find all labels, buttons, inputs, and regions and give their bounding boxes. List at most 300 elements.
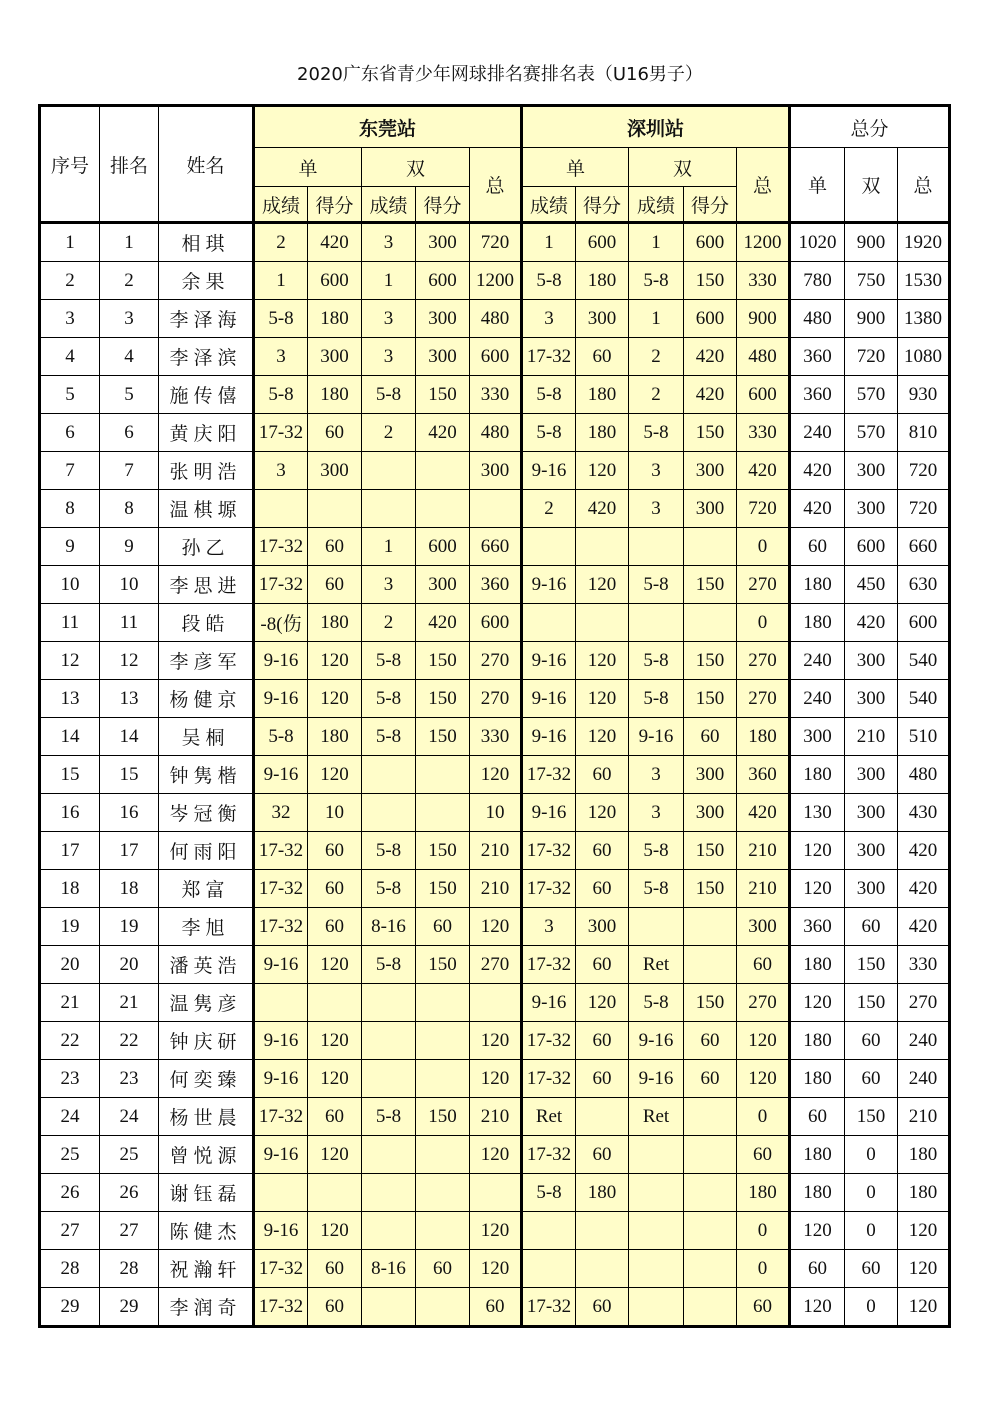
cell-total-singles: 420 bbox=[790, 452, 845, 490]
cell-shenzhen-doubles-result bbox=[629, 528, 684, 566]
cell-shenzhen-total: 0 bbox=[737, 528, 790, 566]
cell-shenzhen-total: 600 bbox=[737, 376, 790, 414]
cell-player-name: 郑富 bbox=[159, 870, 254, 908]
cell-dongguan-doubles-score bbox=[416, 452, 470, 490]
table-row bbox=[40, 1250, 950, 1288]
table-row bbox=[40, 604, 950, 642]
cell-seq: 1 bbox=[40, 223, 100, 262]
cell-shenzhen-singles-score: 60 bbox=[576, 1022, 629, 1060]
cell-rank: 27 bbox=[100, 1212, 159, 1250]
cell-shenzhen-doubles-result: Ret bbox=[629, 946, 684, 984]
cell-total-singles: 180 bbox=[790, 1174, 845, 1212]
cell-shenzhen-doubles-score: 300 bbox=[684, 794, 737, 832]
cell-dongguan-singles-result: 1 bbox=[254, 262, 308, 300]
cell-seq: 8 bbox=[40, 490, 100, 528]
cell-total-singles: 60 bbox=[790, 1250, 845, 1288]
header-name: 姓名 bbox=[159, 106, 254, 223]
cell-total-singles: 180 bbox=[790, 1060, 845, 1098]
cell-shenzhen-singles-score: 600 bbox=[576, 223, 629, 262]
cell-total-doubles: 600 bbox=[845, 528, 898, 566]
cell-shenzhen-singles-result: Ret bbox=[522, 1098, 576, 1136]
cell-dongguan-singles-result bbox=[254, 984, 308, 1022]
cell-dongguan-doubles-score: 60 bbox=[416, 1250, 470, 1288]
cell-total-singles: 130 bbox=[790, 794, 845, 832]
cell-dongguan-singles-result: 9-16 bbox=[254, 1212, 308, 1250]
cell-total-doubles: 60 bbox=[845, 908, 898, 946]
cell-rank: 2 bbox=[100, 262, 159, 300]
cell-dongguan-doubles-score bbox=[416, 1212, 470, 1250]
cell-dongguan-doubles-score: 60 bbox=[416, 908, 470, 946]
table-row bbox=[40, 1098, 950, 1136]
cell-player-name: 温隽彦 bbox=[159, 984, 254, 1022]
cell-shenzhen-doubles-result: 5-8 bbox=[629, 566, 684, 604]
cell-shenzhen-doubles-result: Ret bbox=[629, 1098, 684, 1136]
cell-dongguan-total: 270 bbox=[470, 946, 522, 984]
cell-total-singles: 180 bbox=[790, 946, 845, 984]
cell-total-singles: 180 bbox=[790, 1022, 845, 1060]
table-row bbox=[40, 262, 950, 300]
cell-seq: 19 bbox=[40, 908, 100, 946]
cell-shenzhen-doubles-score: 150 bbox=[684, 870, 737, 908]
cell-shenzhen-doubles-result: 5-8 bbox=[629, 262, 684, 300]
cell-dongguan-doubles-result: 5-8 bbox=[362, 680, 416, 718]
header-station-dongguan: 东莞站 bbox=[254, 106, 522, 148]
cell-dongguan-total: 600 bbox=[470, 338, 522, 376]
cell-shenzhen-singles-score: 60 bbox=[576, 870, 629, 908]
cell-player-name: 谢钰磊 bbox=[159, 1174, 254, 1212]
cell-dongguan-doubles-result bbox=[362, 1136, 416, 1174]
table-row bbox=[40, 414, 950, 452]
cell-shenzhen-singles-result: 17-32 bbox=[522, 756, 576, 794]
header-total-group: 总分 bbox=[790, 106, 950, 148]
cell-total-total: 120 bbox=[898, 1250, 950, 1288]
cell-dongguan-singles-result: 17-32 bbox=[254, 908, 308, 946]
cell-shenzhen-total: 0 bbox=[737, 604, 790, 642]
cell-dongguan-singles-score: 300 bbox=[308, 452, 362, 490]
cell-total-doubles: 300 bbox=[845, 794, 898, 832]
cell-player-name: 相琪 bbox=[159, 223, 254, 262]
cell-total-doubles: 900 bbox=[845, 300, 898, 338]
cell-shenzhen-total: 60 bbox=[737, 1136, 790, 1174]
cell-total-doubles: 300 bbox=[845, 680, 898, 718]
cell-dongguan-singles-result: 17-32 bbox=[254, 414, 308, 452]
cell-dongguan-singles-score: 60 bbox=[308, 908, 362, 946]
cell-player-name: 杨世晨 bbox=[159, 1098, 254, 1136]
cell-shenzhen-total: 180 bbox=[737, 718, 790, 756]
cell-shenzhen-total: 270 bbox=[737, 680, 790, 718]
cell-player-name: 吴桐 bbox=[159, 718, 254, 756]
cell-dongguan-total bbox=[470, 1174, 522, 1212]
header-shenzhen-doubles-result: 成绩 bbox=[629, 187, 684, 223]
cell-shenzhen-doubles-result bbox=[629, 1174, 684, 1212]
cell-dongguan-total: 600 bbox=[470, 604, 522, 642]
cell-dongguan-singles-result: 9-16 bbox=[254, 680, 308, 718]
table-row bbox=[40, 946, 950, 984]
cell-dongguan-doubles-result: 3 bbox=[362, 338, 416, 376]
cell-rank: 26 bbox=[100, 1174, 159, 1212]
cell-seq: 12 bbox=[40, 642, 100, 680]
cell-shenzhen-doubles-result: 1 bbox=[629, 300, 684, 338]
cell-rank: 17 bbox=[100, 832, 159, 870]
cell-shenzhen-singles-result: 5-8 bbox=[522, 376, 576, 414]
cell-dongguan-singles-result: 17-32 bbox=[254, 528, 308, 566]
cell-total-doubles: 60 bbox=[845, 1022, 898, 1060]
cell-rank: 21 bbox=[100, 984, 159, 1022]
header-station-shenzhen: 深圳站 bbox=[522, 106, 790, 148]
cell-dongguan-singles-score: 60 bbox=[308, 414, 362, 452]
cell-player-name: 陈健杰 bbox=[159, 1212, 254, 1250]
cell-shenzhen-total: 330 bbox=[737, 414, 790, 452]
table-row bbox=[40, 1060, 950, 1098]
cell-player-name: 黄庆阳 bbox=[159, 414, 254, 452]
cell-seq: 11 bbox=[40, 604, 100, 642]
cell-total-total: 810 bbox=[898, 414, 950, 452]
cell-dongguan-total: 210 bbox=[470, 832, 522, 870]
cell-dongguan-total: 480 bbox=[470, 414, 522, 452]
cell-shenzhen-singles-result: 17-32 bbox=[522, 1022, 576, 1060]
header-shenzhen-singles-result: 成绩 bbox=[522, 187, 576, 223]
header-dongguan-doubles: 双 bbox=[362, 148, 470, 187]
header-dongguan-doubles-result: 成绩 bbox=[362, 187, 416, 223]
cell-total-singles: 420 bbox=[790, 490, 845, 528]
header-total-total: 总 bbox=[898, 148, 950, 223]
cell-dongguan-total: 270 bbox=[470, 642, 522, 680]
cell-shenzhen-doubles-score: 60 bbox=[684, 1060, 737, 1098]
cell-shenzhen-singles-score: 180 bbox=[576, 376, 629, 414]
cell-dongguan-doubles-score: 420 bbox=[416, 414, 470, 452]
cell-dongguan-doubles-result bbox=[362, 1288, 416, 1327]
cell-shenzhen-doubles-result bbox=[629, 1136, 684, 1174]
cell-dongguan-doubles-score bbox=[416, 1288, 470, 1327]
cell-dongguan-doubles-score: 600 bbox=[416, 262, 470, 300]
cell-shenzhen-doubles-result: 3 bbox=[629, 756, 684, 794]
cell-player-name: 段皓 bbox=[159, 604, 254, 642]
cell-shenzhen-singles-result: 17-32 bbox=[522, 870, 576, 908]
cell-dongguan-singles-score bbox=[308, 984, 362, 1022]
cell-shenzhen-doubles-result: 9-16 bbox=[629, 1060, 684, 1098]
cell-dongguan-total: 120 bbox=[470, 908, 522, 946]
cell-player-name: 李彦军 bbox=[159, 642, 254, 680]
cell-shenzhen-singles-result: 9-16 bbox=[522, 642, 576, 680]
cell-dongguan-doubles-score: 150 bbox=[416, 946, 470, 984]
cell-seq: 26 bbox=[40, 1174, 100, 1212]
cell-total-total: 330 bbox=[898, 946, 950, 984]
cell-shenzhen-total: 120 bbox=[737, 1022, 790, 1060]
cell-shenzhen-singles-score bbox=[576, 1250, 629, 1288]
cell-dongguan-total: 120 bbox=[470, 1212, 522, 1250]
cell-rank: 4 bbox=[100, 338, 159, 376]
cell-rank: 29 bbox=[100, 1288, 159, 1327]
cell-shenzhen-total: 300 bbox=[737, 908, 790, 946]
cell-player-name: 岑冠衡 bbox=[159, 794, 254, 832]
table-row bbox=[40, 338, 950, 376]
cell-shenzhen-doubles-score: 150 bbox=[684, 832, 737, 870]
cell-total-doubles: 450 bbox=[845, 566, 898, 604]
cell-shenzhen-doubles-score: 150 bbox=[684, 642, 737, 680]
header-dongguan-singles: 单 bbox=[254, 148, 362, 187]
cell-shenzhen-doubles-result: 9-16 bbox=[629, 1022, 684, 1060]
cell-shenzhen-singles-result: 5-8 bbox=[522, 414, 576, 452]
cell-seq: 23 bbox=[40, 1060, 100, 1098]
cell-dongguan-doubles-score: 150 bbox=[416, 680, 470, 718]
header-seq: 序号 bbox=[40, 106, 100, 223]
cell-dongguan-singles-score: 60 bbox=[308, 1098, 362, 1136]
page-title: 2020广东省青少年网球排名赛排名表（U16男子） bbox=[297, 64, 703, 85]
cell-shenzhen-singles-score bbox=[576, 528, 629, 566]
table-row bbox=[40, 1136, 950, 1174]
cell-total-singles: 240 bbox=[790, 414, 845, 452]
cell-dongguan-total: 300 bbox=[470, 452, 522, 490]
cell-player-name: 何奕臻 bbox=[159, 1060, 254, 1098]
cell-dongguan-singles-score: 180 bbox=[308, 718, 362, 756]
cell-shenzhen-singles-score: 180 bbox=[576, 262, 629, 300]
cell-rank: 6 bbox=[100, 414, 159, 452]
cell-dongguan-singles-result: 9-16 bbox=[254, 1060, 308, 1098]
cell-total-total: 1380 bbox=[898, 300, 950, 338]
cell-rank: 1 bbox=[100, 223, 159, 262]
cell-seq: 16 bbox=[40, 794, 100, 832]
cell-player-name: 何雨阳 bbox=[159, 832, 254, 870]
cell-dongguan-doubles-score: 150 bbox=[416, 642, 470, 680]
cell-dongguan-singles-result: 17-32 bbox=[254, 1250, 308, 1288]
cell-shenzhen-total: 360 bbox=[737, 756, 790, 794]
cell-shenzhen-total: 420 bbox=[737, 452, 790, 490]
cell-shenzhen-doubles-score: 60 bbox=[684, 1022, 737, 1060]
cell-player-name: 李旭 bbox=[159, 908, 254, 946]
cell-shenzhen-singles-result: 5-8 bbox=[522, 1174, 576, 1212]
cell-total-total: 120 bbox=[898, 1212, 950, 1250]
cell-total-doubles: 300 bbox=[845, 870, 898, 908]
cell-dongguan-doubles-score: 300 bbox=[416, 300, 470, 338]
cell-total-singles: 780 bbox=[790, 262, 845, 300]
table-body bbox=[40, 223, 950, 1327]
header-dongguan-singles-result: 成绩 bbox=[254, 187, 308, 223]
cell-shenzhen-doubles-result: 3 bbox=[629, 794, 684, 832]
cell-total-singles: 60 bbox=[790, 528, 845, 566]
cell-dongguan-singles-score: 10 bbox=[308, 794, 362, 832]
cell-rank: 15 bbox=[100, 756, 159, 794]
cell-rank: 13 bbox=[100, 680, 159, 718]
cell-dongguan-singles-result: 32 bbox=[254, 794, 308, 832]
cell-shenzhen-singles-score: 120 bbox=[576, 452, 629, 490]
cell-seq: 18 bbox=[40, 870, 100, 908]
cell-dongguan-doubles-score: 300 bbox=[416, 566, 470, 604]
cell-shenzhen-singles-score: 120 bbox=[576, 680, 629, 718]
cell-dongguan-doubles-result: 1 bbox=[362, 262, 416, 300]
cell-total-singles: 120 bbox=[790, 1212, 845, 1250]
cell-dongguan-singles-result: 9-16 bbox=[254, 756, 308, 794]
cell-shenzhen-total: 60 bbox=[737, 946, 790, 984]
cell-shenzhen-doubles-score: 420 bbox=[684, 338, 737, 376]
cell-dongguan-doubles-score: 300 bbox=[416, 223, 470, 262]
cell-dongguan-doubles-result bbox=[362, 452, 416, 490]
cell-dongguan-total: 10 bbox=[470, 794, 522, 832]
cell-dongguan-total bbox=[470, 490, 522, 528]
cell-player-name: 张明浩 bbox=[159, 452, 254, 490]
cell-rank: 9 bbox=[100, 528, 159, 566]
cell-dongguan-singles-score: 300 bbox=[308, 338, 362, 376]
cell-seq: 9 bbox=[40, 528, 100, 566]
cell-shenzhen-total: 0 bbox=[737, 1098, 790, 1136]
cell-dongguan-doubles-score bbox=[416, 1136, 470, 1174]
cell-dongguan-doubles-score bbox=[416, 1174, 470, 1212]
cell-shenzhen-doubles-score: 150 bbox=[684, 680, 737, 718]
cell-player-name: 祝瀚轩 bbox=[159, 1250, 254, 1288]
cell-dongguan-singles-result: -8(伤 bbox=[254, 604, 308, 642]
table-row bbox=[40, 376, 950, 414]
cell-rank: 7 bbox=[100, 452, 159, 490]
cell-player-name: 温棋塬 bbox=[159, 490, 254, 528]
cell-shenzhen-singles-result: 17-32 bbox=[522, 338, 576, 376]
cell-player-name: 孙乙 bbox=[159, 528, 254, 566]
cell-total-doubles: 300 bbox=[845, 832, 898, 870]
cell-shenzhen-doubles-score: 300 bbox=[684, 490, 737, 528]
cell-total-doubles: 60 bbox=[845, 1250, 898, 1288]
cell-total-singles: 480 bbox=[790, 300, 845, 338]
cell-dongguan-doubles-score bbox=[416, 490, 470, 528]
cell-total-doubles: 570 bbox=[845, 376, 898, 414]
cell-shenzhen-doubles-score bbox=[684, 946, 737, 984]
cell-shenzhen-total: 270 bbox=[737, 642, 790, 680]
cell-dongguan-singles-result: 9-16 bbox=[254, 1022, 308, 1060]
cell-shenzhen-singles-score: 60 bbox=[576, 1288, 629, 1327]
cell-total-singles: 300 bbox=[790, 718, 845, 756]
cell-total-total: 660 bbox=[898, 528, 950, 566]
cell-dongguan-total: 330 bbox=[470, 718, 522, 756]
cell-dongguan-doubles-score: 150 bbox=[416, 376, 470, 414]
cell-player-name: 李润奇 bbox=[159, 1288, 254, 1327]
cell-dongguan-singles-score: 120 bbox=[308, 1212, 362, 1250]
cell-shenzhen-singles-result: 17-32 bbox=[522, 832, 576, 870]
cell-shenzhen-doubles-result bbox=[629, 1288, 684, 1327]
table-row bbox=[40, 984, 950, 1022]
cell-dongguan-doubles-score: 600 bbox=[416, 528, 470, 566]
cell-total-total: 510 bbox=[898, 718, 950, 756]
cell-shenzhen-total: 60 bbox=[737, 1288, 790, 1327]
cell-player-name: 潘英浩 bbox=[159, 946, 254, 984]
cell-shenzhen-singles-score: 180 bbox=[576, 414, 629, 452]
cell-player-name: 钟隽楷 bbox=[159, 756, 254, 794]
cell-total-doubles: 60 bbox=[845, 1060, 898, 1098]
cell-dongguan-doubles-result: 2 bbox=[362, 414, 416, 452]
cell-shenzhen-singles-score: 120 bbox=[576, 642, 629, 680]
cell-total-total: 630 bbox=[898, 566, 950, 604]
header-total-singles: 单 bbox=[790, 148, 845, 223]
cell-shenzhen-singles-result: 1 bbox=[522, 223, 576, 262]
cell-seq: 13 bbox=[40, 680, 100, 718]
cell-total-total: 1920 bbox=[898, 223, 950, 262]
cell-shenzhen-doubles-result: 5-8 bbox=[629, 984, 684, 1022]
table-header bbox=[40, 106, 950, 223]
cell-total-total: 540 bbox=[898, 680, 950, 718]
table-row bbox=[40, 832, 950, 870]
cell-dongguan-doubles-score: 150 bbox=[416, 718, 470, 756]
cell-shenzhen-doubles-result: 3 bbox=[629, 452, 684, 490]
table-row bbox=[40, 870, 950, 908]
cell-dongguan-doubles-result: 5-8 bbox=[362, 870, 416, 908]
cell-dongguan-singles-score: 600 bbox=[308, 262, 362, 300]
cell-shenzhen-doubles-score: 150 bbox=[684, 414, 737, 452]
cell-shenzhen-singles-score: 120 bbox=[576, 566, 629, 604]
cell-seq: 22 bbox=[40, 1022, 100, 1060]
cell-rank: 23 bbox=[100, 1060, 159, 1098]
cell-total-doubles: 300 bbox=[845, 452, 898, 490]
cell-seq: 4 bbox=[40, 338, 100, 376]
cell-dongguan-total: 210 bbox=[470, 870, 522, 908]
cell-player-name: 施传僖 bbox=[159, 376, 254, 414]
cell-dongguan-doubles-result: 3 bbox=[362, 566, 416, 604]
cell-total-doubles: 150 bbox=[845, 946, 898, 984]
cell-dongguan-singles-score: 420 bbox=[308, 223, 362, 262]
cell-shenzhen-total: 180 bbox=[737, 1174, 790, 1212]
cell-shenzhen-doubles-result: 5-8 bbox=[629, 832, 684, 870]
cell-total-total: 720 bbox=[898, 452, 950, 490]
cell-dongguan-total: 120 bbox=[470, 1022, 522, 1060]
cell-dongguan-singles-result bbox=[254, 1174, 308, 1212]
cell-shenzhen-singles-result: 17-32 bbox=[522, 1060, 576, 1098]
cell-total-doubles: 0 bbox=[845, 1136, 898, 1174]
cell-dongguan-doubles-result: 8-16 bbox=[362, 908, 416, 946]
cell-shenzhen-singles-score: 120 bbox=[576, 794, 629, 832]
cell-shenzhen-doubles-score bbox=[684, 1212, 737, 1250]
table-row bbox=[40, 452, 950, 490]
cell-dongguan-total: 60 bbox=[470, 1288, 522, 1327]
cell-dongguan-singles-result: 17-32 bbox=[254, 1098, 308, 1136]
cell-dongguan-singles-result: 17-32 bbox=[254, 870, 308, 908]
cell-total-total: 420 bbox=[898, 832, 950, 870]
cell-seq: 20 bbox=[40, 946, 100, 984]
cell-shenzhen-singles-result: 3 bbox=[522, 300, 576, 338]
cell-shenzhen-singles-score: 60 bbox=[576, 832, 629, 870]
cell-total-doubles: 900 bbox=[845, 223, 898, 262]
header-dongguan-doubles-score: 得分 bbox=[416, 187, 470, 223]
cell-dongguan-singles-score: 60 bbox=[308, 1288, 362, 1327]
table-row bbox=[40, 794, 950, 832]
cell-shenzhen-singles-score: 420 bbox=[576, 490, 629, 528]
cell-total-singles: 360 bbox=[790, 908, 845, 946]
cell-dongguan-doubles-result: 3 bbox=[362, 300, 416, 338]
cell-total-total: 240 bbox=[898, 1022, 950, 1060]
cell-dongguan-doubles-score: 150 bbox=[416, 832, 470, 870]
cell-dongguan-total: 720 bbox=[470, 223, 522, 262]
cell-shenzhen-doubles-score: 150 bbox=[684, 984, 737, 1022]
cell-total-singles: 360 bbox=[790, 376, 845, 414]
cell-dongguan-singles-score: 120 bbox=[308, 1136, 362, 1174]
cell-dongguan-singles-score: 180 bbox=[308, 300, 362, 338]
cell-seq: 21 bbox=[40, 984, 100, 1022]
cell-dongguan-doubles-score: 420 bbox=[416, 604, 470, 642]
cell-shenzhen-singles-score: 180 bbox=[576, 1174, 629, 1212]
cell-rank: 5 bbox=[100, 376, 159, 414]
cell-total-doubles: 150 bbox=[845, 1098, 898, 1136]
cell-shenzhen-doubles-result: 2 bbox=[629, 338, 684, 376]
cell-seq: 17 bbox=[40, 832, 100, 870]
cell-shenzhen-doubles-score: 60 bbox=[684, 718, 737, 756]
cell-dongguan-doubles-result bbox=[362, 756, 416, 794]
cell-dongguan-singles-score bbox=[308, 1174, 362, 1212]
cell-rank: 22 bbox=[100, 1022, 159, 1060]
cell-shenzhen-singles-result bbox=[522, 1250, 576, 1288]
cell-dongguan-singles-score: 120 bbox=[308, 642, 362, 680]
cell-shenzhen-doubles-result bbox=[629, 908, 684, 946]
cell-total-total: 120 bbox=[898, 1288, 950, 1327]
cell-player-name: 杨健京 bbox=[159, 680, 254, 718]
cell-shenzhen-singles-result: 17-32 bbox=[522, 946, 576, 984]
cell-total-doubles: 0 bbox=[845, 1174, 898, 1212]
cell-dongguan-singles-score: 180 bbox=[308, 376, 362, 414]
cell-dongguan-total: 120 bbox=[470, 1060, 522, 1098]
cell-dongguan-singles-result: 9-16 bbox=[254, 642, 308, 680]
